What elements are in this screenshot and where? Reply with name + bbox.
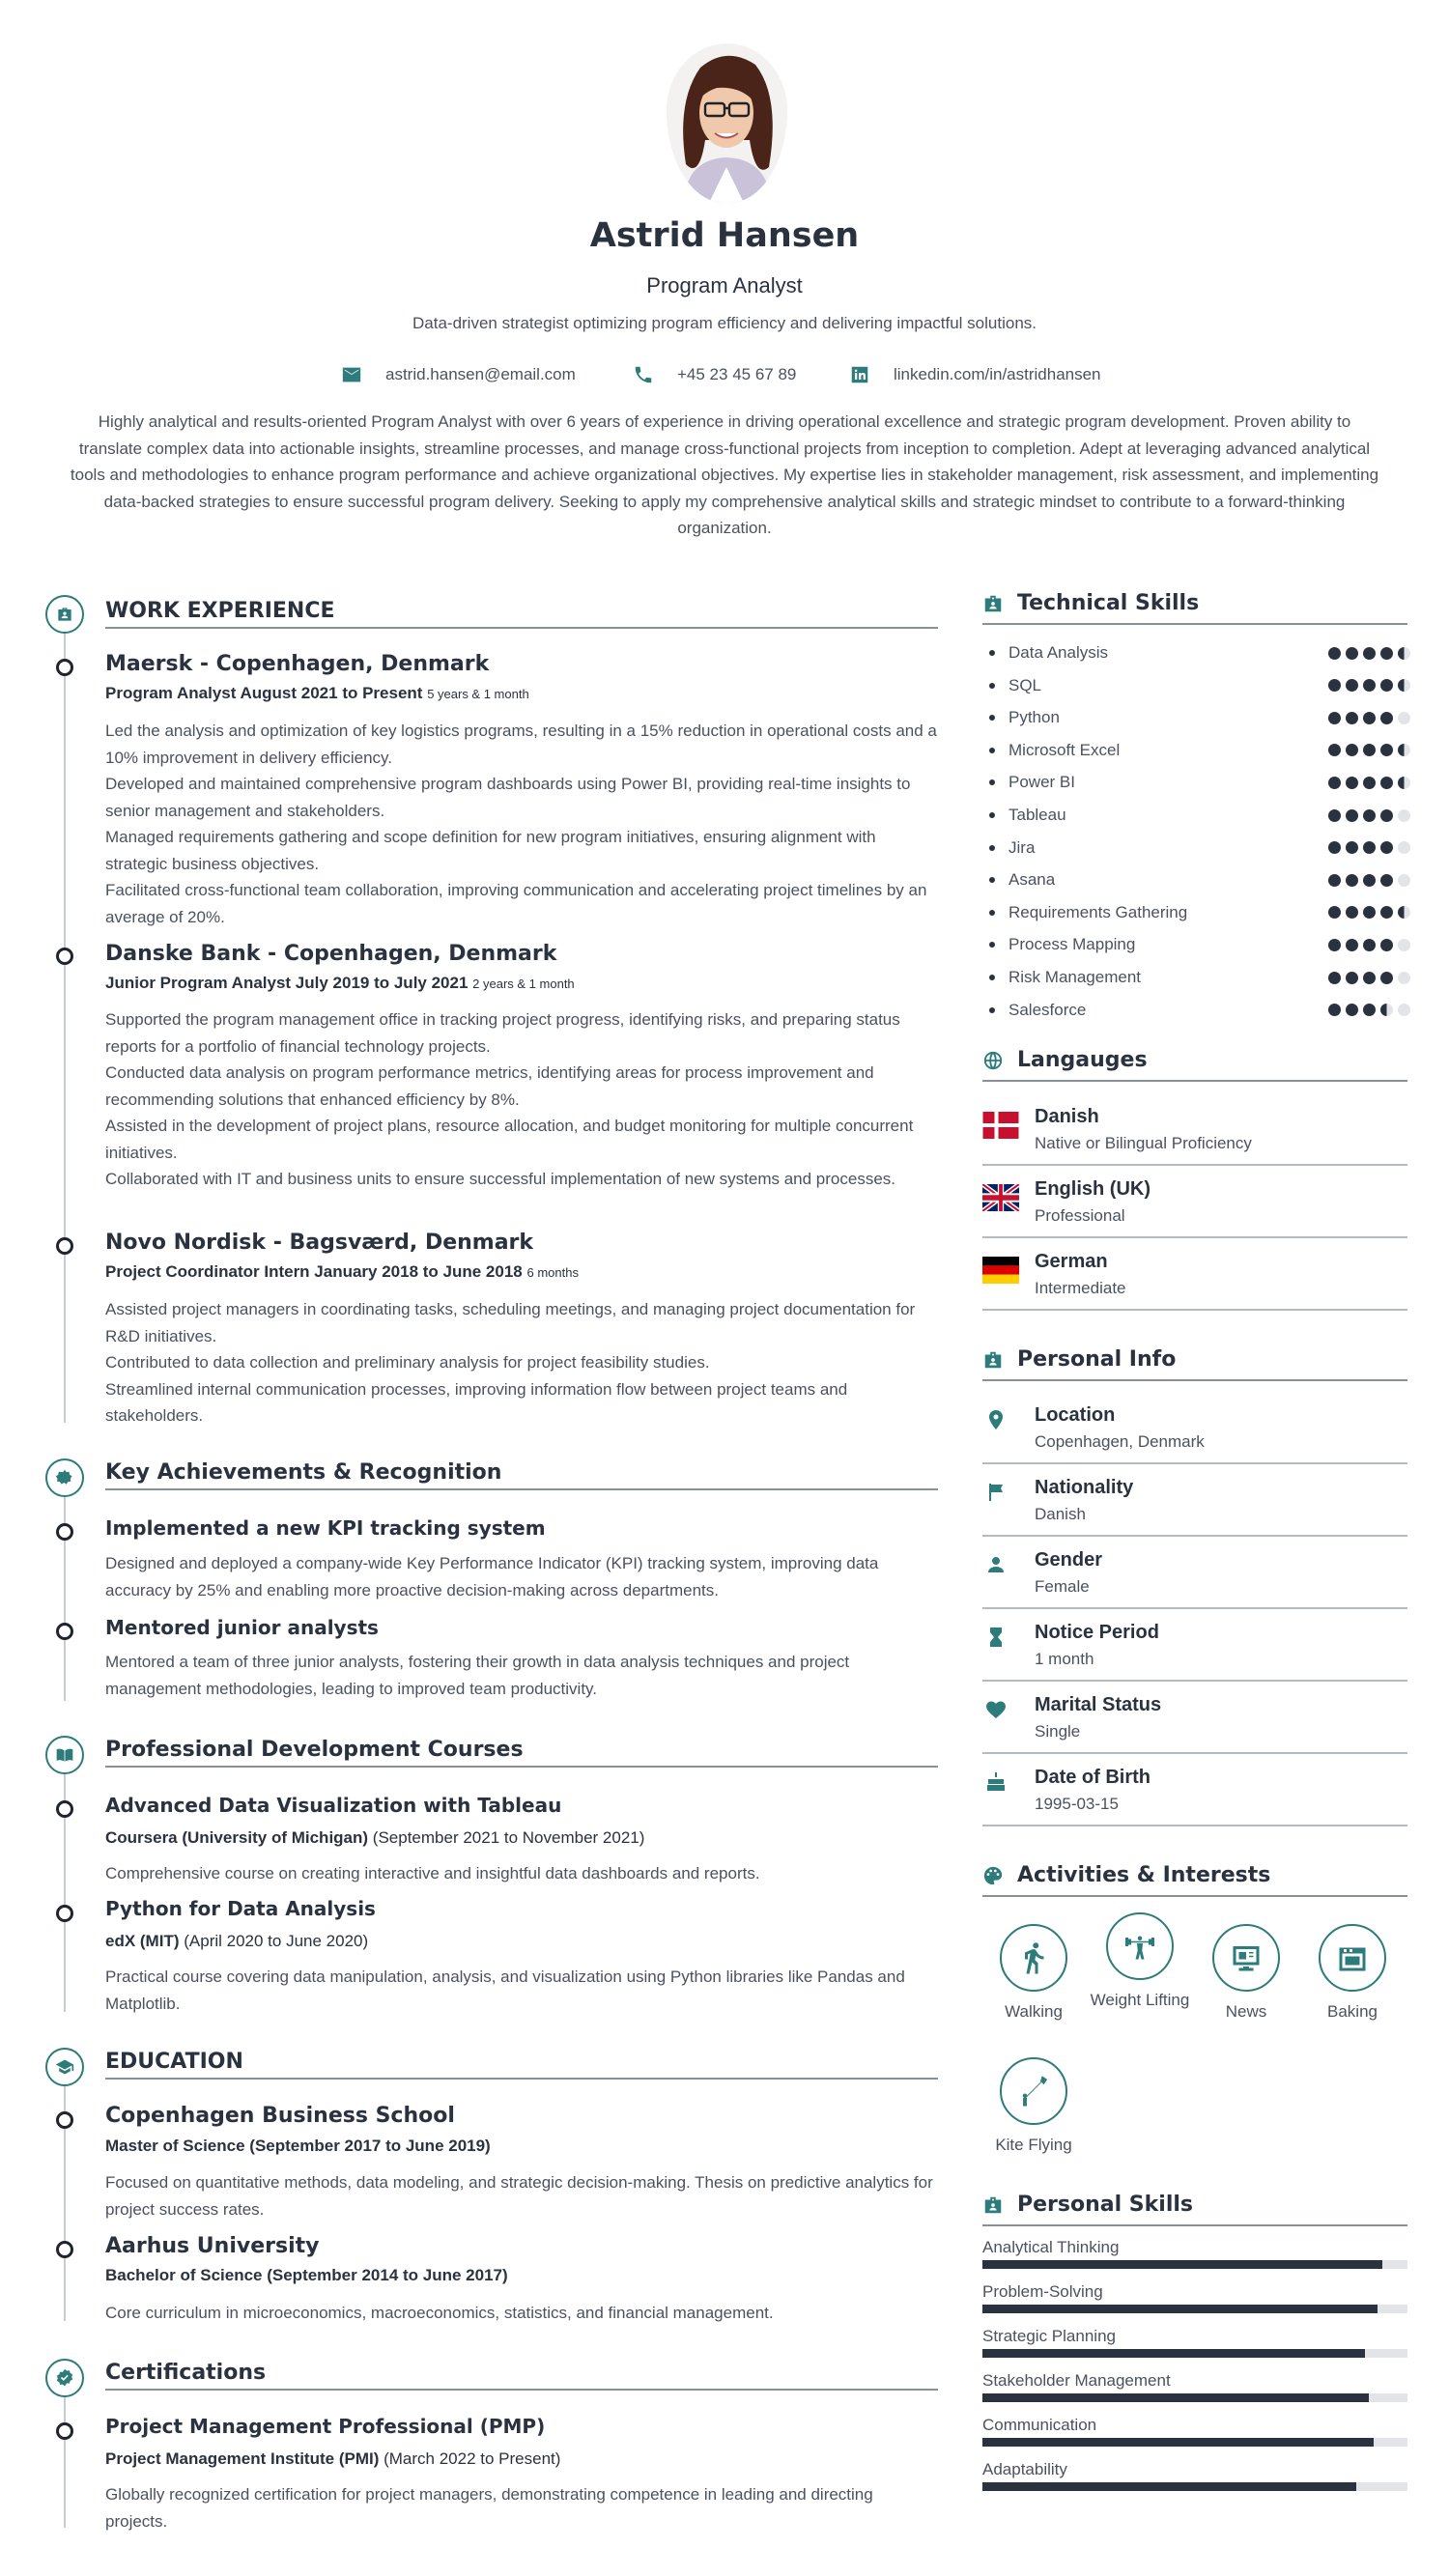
phone-icon (633, 364, 654, 385)
bullet (989, 975, 995, 980)
skill-name: Data Analysis (1009, 643, 1108, 662)
rating-dot (1363, 647, 1376, 660)
rating-dot (1346, 647, 1358, 660)
skill-level-fill (982, 2349, 1365, 2358)
course-dates: (September 2021 to November 2021) (372, 1828, 645, 1847)
skill-rating (1328, 939, 1410, 951)
skill-name: Requirements Gathering (1009, 902, 1188, 921)
technical-skill-item (989, 933, 1410, 956)
bullet (989, 812, 995, 818)
bullet (989, 910, 995, 916)
rating-dot (1328, 744, 1341, 756)
skill-level-fill (982, 2393, 1369, 2402)
id-badge-icon (982, 593, 1004, 614)
rating-dot (1380, 1004, 1393, 1016)
skill-level-track (982, 2482, 1407, 2491)
skill-name: Salesforce (1009, 1000, 1087, 1019)
job-bullet: Assisted in the development of project plans, resource allocation, and budget monitoring for multiple concurrent initiatives. (105, 1117, 914, 1162)
certifications-timeline-line (64, 2383, 66, 2528)
skill-rating (1328, 777, 1410, 789)
skill-name: Risk Management (1009, 968, 1142, 986)
rating-dot (1328, 874, 1341, 887)
language-name: German (1035, 1251, 1108, 1272)
skill-level-track (982, 2438, 1407, 2447)
rating-dot (1363, 939, 1376, 951)
rating-dot (1346, 841, 1358, 854)
rating-dot (1363, 777, 1376, 789)
course-description: Comprehensive course on creating interactive and insightful data dashboards and reports. (105, 1864, 760, 1882)
graduation-cap-icon (55, 2057, 74, 2077)
info-value: Copenhagen, Denmark (1035, 1432, 1205, 1451)
skill-rating (1328, 679, 1410, 692)
language-item (982, 1167, 1407, 1238)
school-title: Aarhus University (105, 2234, 320, 2258)
rating-dot (1398, 1004, 1410, 1016)
linkedin-contact[interactable] (849, 362, 1101, 387)
phone-contact[interactable] (633, 362, 796, 387)
phone-text[interactable]: +45 23 45 67 89 (677, 365, 797, 383)
skill-rating (1328, 647, 1410, 660)
job-role-novo-nordisk (105, 1262, 579, 1282)
rating-dot (1346, 744, 1358, 756)
bullet (989, 779, 995, 785)
job-description-danske-bank (105, 1006, 938, 1193)
personal-skill-name: Stakeholder Management (982, 2371, 1171, 2390)
rating-dot (1346, 809, 1358, 822)
globe-icon (982, 1050, 1004, 1071)
timeline-dot (56, 1800, 73, 1818)
technical-skills-title (982, 591, 1407, 625)
skill-level-track (982, 2305, 1407, 2313)
rating-dot (1363, 712, 1376, 724)
timeline-dot (56, 1523, 73, 1541)
skill-name: Jira (1009, 837, 1036, 857)
skill-name: Power BI (1009, 773, 1075, 792)
activity-label: Weight Lifting (1090, 1991, 1190, 2009)
rating-dot (1346, 874, 1358, 887)
germany-flag-icon (982, 1257, 1019, 1284)
skill-name: Asana (1009, 870, 1056, 890)
technical-skill-item (989, 804, 1410, 827)
languages-title (982, 1048, 1407, 1082)
activity-baking (1299, 1924, 1406, 2023)
skill-rating (1328, 809, 1410, 822)
job-bullet: Streamlined internal communication processes, improving information flow between project teams and stakeholders. (105, 1379, 848, 1425)
technical-skill-item (989, 999, 1410, 1022)
rating-dot (1398, 841, 1410, 854)
profile-photo (667, 43, 787, 203)
course-dates: (April 2020 to June 2020) (184, 1932, 369, 1950)
linkedin-icon (849, 364, 870, 385)
contact-card-icon (982, 1349, 1004, 1371)
degree-text: Master of Science (September 2017 to June 2019) (105, 2137, 491, 2155)
job-title-novo-nordisk: Novo Nordisk - Bagsværd, Denmark (105, 1231, 534, 1255)
open-book-icon (55, 1745, 74, 1765)
personal-skills-label: Personal Skills (1017, 2193, 1194, 2217)
activity-kite-flying (980, 2057, 1087, 2156)
job-duration: 2 years & 1 month (472, 977, 575, 991)
job-bullet: Developed and maintained comprehensive program dashboards using Power BI, providing real-time insights to senior management and stakeholders. (105, 775, 911, 820)
courses-section-icon (45, 1736, 84, 1774)
rating-dot (1380, 939, 1393, 951)
rating-dot (1380, 874, 1393, 887)
skill-name: Process Mapping (1009, 935, 1136, 954)
bullet (989, 715, 995, 721)
verified-badge-icon (55, 2368, 74, 2388)
rating-dot (1363, 841, 1376, 854)
certification-title: Project Management Professional (PMP) (105, 2415, 546, 2438)
rating-dot (1363, 744, 1376, 756)
achievements-section-title: Key Achievements & Recognition (105, 1460, 938, 1490)
rating-dot (1380, 777, 1393, 789)
hourglass-icon (984, 1626, 1008, 1649)
briefcase-icon (55, 605, 74, 624)
course-title: Advanced Data Visualization with Tableau (105, 1794, 562, 1817)
timeline-dot (56, 2241, 73, 2258)
activities-title (982, 1863, 1407, 1897)
activity-label: Baking (1327, 2002, 1378, 2021)
personal-skill-name: Analytical Thinking (982, 2238, 1120, 2256)
skill-rating (1328, 712, 1410, 724)
personal-skill-item (982, 2237, 1407, 2269)
info-value: Danish (1035, 1505, 1086, 1523)
language-item (982, 1239, 1407, 1311)
skill-level-fill (982, 2482, 1356, 2491)
rating-dot (1398, 679, 1410, 692)
personal-skill-item (982, 2281, 1407, 2313)
rating-dot (1328, 809, 1341, 822)
linkedin-text[interactable]: linkedin.com/in/astridhansen (894, 365, 1101, 383)
technical-skill-item (989, 641, 1410, 665)
skill-level-track (982, 2393, 1407, 2402)
language-level: Native or Bilingual Proficiency (1035, 1134, 1252, 1152)
rating-dot (1398, 647, 1410, 660)
personal-info-item (982, 1538, 1407, 1609)
rating-dot (1346, 777, 1358, 789)
skill-name: SQL (1009, 675, 1042, 694)
job-description-novo-nordisk (105, 1296, 938, 1430)
certification-issuer-line (105, 2449, 560, 2469)
degree-text: Bachelor of Science (September 2014 to June 2017) (105, 2266, 508, 2284)
bullet (989, 1007, 995, 1013)
rating-dot (1328, 972, 1341, 984)
activity-weight-lifting (1087, 1912, 1193, 2011)
skill-rating (1328, 1004, 1410, 1016)
job-role-text: Project Coordinator Intern January 2018 to June 2018 (105, 1262, 523, 1281)
bullet (989, 683, 995, 689)
skill-rating (1328, 744, 1410, 756)
rating-dot (1398, 777, 1410, 789)
rating-dot (1380, 679, 1393, 692)
denmark-flag-icon (982, 1112, 1019, 1139)
certification-description: Globally recognized certification for project managers, demonstrating competence in leading and directing projects. (105, 2485, 873, 2531)
activity-label: News (1225, 2002, 1267, 2021)
job-duration: 5 years & 1 month (427, 687, 529, 701)
rating-dot (1380, 647, 1393, 660)
personal-skill-item (982, 2459, 1407, 2491)
weight-lifting-icon (1122, 1929, 1157, 1964)
personal-skill-item (982, 2415, 1407, 2447)
job-title-danske-bank: Danske Bank - Copenhagen, Denmark (105, 942, 557, 966)
language-level: Intermediate (1035, 1279, 1126, 1297)
skill-name: Tableau (1009, 806, 1066, 824)
school-title: Copenhagen Business School (105, 2104, 455, 2128)
work-section-title: WORK EXPERIENCE (105, 599, 938, 629)
skill-name: Python (1009, 708, 1060, 727)
info-value: Female (1035, 1577, 1090, 1596)
course-provider: Coursera (University of Michigan) (105, 1828, 369, 1847)
professional-summary: Highly analytical and results-oriented Program Analyst with over 6 years of experience in driving operational excellence and strategic program development. Proven ability to translate complex data into actionable insights, streamline processes, and manage cross-functional projects from inception to completion. Adept at leveraging advanced analytical tools and methodologies to enhance program performance and achieve organizational objectives. My expertise lies in stakeholder management, risk assessment, and implementing data-backed strategies to ensure successful program delivery. Seeking to apply my comprehensive analytical skills and strategic mindset to contribute to a forward-thinking organization. (70, 412, 1379, 537)
rating-dot (1328, 679, 1341, 692)
email-text[interactable]: astrid.hansen@email.com (385, 365, 576, 383)
info-value: 1995-03-15 (1035, 1795, 1119, 1813)
personal-info-item (982, 1465, 1407, 1537)
rating-dot (1380, 744, 1393, 756)
person-icon (984, 1553, 1008, 1576)
united-kingdom-flag-icon (982, 1184, 1019, 1211)
certification-issuer: Project Management Institute (PMI) (105, 2449, 380, 2468)
achievement-title: Mentored junior analysts (105, 1616, 379, 1639)
personal-skill-name: Adaptability (982, 2460, 1067, 2478)
timeline-dot (56, 1905, 73, 1922)
personal-info-label: Personal Info (1017, 1347, 1177, 1372)
rating-dot (1328, 939, 1341, 951)
skill-rating (1328, 841, 1410, 854)
timeline-dot (56, 2422, 73, 2440)
skill-level-track (982, 2260, 1407, 2269)
rating-dot (1346, 1004, 1358, 1016)
candidate-name: Astrid Hansen (589, 216, 860, 255)
language-item (982, 1094, 1407, 1166)
activity-news (1193, 1924, 1299, 2023)
bullet (989, 877, 995, 883)
info-label: Nationality (1035, 1477, 1134, 1498)
rating-dot (1328, 777, 1341, 789)
tagline: Data-driven strategist optimizing program efficiency and delivering impactful solutions. (412, 314, 1037, 332)
star-badge-icon (55, 1468, 74, 1487)
rating-dot (1363, 679, 1376, 692)
technical-skills-label: Technical Skills (1017, 591, 1200, 615)
work-section-icon (45, 595, 84, 634)
baking-icon (1335, 1940, 1370, 1975)
achievements-timeline-line (64, 1484, 66, 1701)
job-bullet: Managed requirements gathering and scope definition for new program initiatives, ensuring alignment with strategic business objectives. (105, 828, 876, 873)
rating-dot (1380, 712, 1393, 724)
skill-rating (1328, 906, 1410, 919)
job-title: Program Analyst (646, 273, 803, 297)
info-label: Date of Birth (1035, 1767, 1151, 1788)
personal-skill-name: Problem-Solving (982, 2282, 1103, 2301)
personal-info-item (982, 1683, 1407, 1754)
job-bullet: Facilitated cross-functional team collaboration, improving communication and accelerating project timelines by an average of 20%. (105, 881, 927, 926)
job-bullet: Led the analysis and optimization of key logistics programs, resulting in a 15% reduction in operational costs and a 10% improvement in delivery efficiency. (105, 722, 937, 767)
rating-dot (1328, 1004, 1341, 1016)
course-provider: edX (MIT) (105, 1932, 180, 1950)
rating-dot (1346, 712, 1358, 724)
skill-level-fill (982, 2305, 1378, 2313)
achievement-description: Designed and deployed a company-wide Key Performance Indicator (KPI) tracking system, improving data accuracy by 25% and enabling more proactive decision-making across departments. (105, 1554, 879, 1599)
activity-label: Kite Flying (995, 2136, 1072, 2154)
personal-skill-item (982, 2326, 1407, 2358)
bullet (989, 942, 995, 948)
timeline-dot (56, 2111, 73, 2129)
language-name: Danish (1035, 1106, 1099, 1127)
info-label: Notice Period (1035, 1622, 1159, 1643)
job-bullet: Collaborated with IT and business units to ensure successful implementation of new systems and processes. (105, 1170, 895, 1188)
education-section-title: EDUCATION (105, 2050, 938, 2080)
job-role-danske-bank (105, 974, 575, 993)
job-role-text: Program Analyst August 2021 to Present (105, 684, 423, 702)
languages-label: Langauges (1017, 1048, 1148, 1072)
rating-dot (1398, 744, 1410, 756)
achievement-title: Implemented a new KPI tracking system (105, 1516, 546, 1540)
info-value: Single (1035, 1722, 1081, 1741)
walking-icon (1016, 1940, 1051, 1975)
personal-info-title (982, 1347, 1407, 1381)
bullet (989, 845, 995, 851)
course-provider-line (105, 1932, 368, 1951)
rating-dot (1328, 906, 1341, 919)
activities-label: Activities & Interests (1017, 1863, 1271, 1887)
job-duration: 6 months (526, 1265, 579, 1280)
job-bullet: Assisted project managers in coordinating tasks, scheduling meetings, and managing project documentation for R&D initiatives. (105, 1300, 916, 1345)
certifications-section-icon (45, 2359, 84, 2397)
rating-dot (1363, 874, 1376, 887)
technical-skill-item (989, 868, 1410, 892)
rating-dot (1328, 647, 1341, 660)
personal-info-item (982, 1755, 1407, 1826)
rating-dot (1398, 712, 1410, 724)
work-timeline-line (64, 614, 66, 1423)
location-pin-icon (984, 1408, 1008, 1431)
rating-dot (1398, 874, 1410, 887)
technical-skill-item (989, 771, 1410, 794)
rating-dot (1398, 906, 1410, 919)
course-title: Python for Data Analysis (105, 1897, 376, 1920)
news-icon (1229, 1940, 1264, 1975)
bullet (989, 748, 995, 753)
rating-dot (1363, 972, 1376, 984)
personal-skills-title (982, 2193, 1407, 2226)
email-icon (341, 364, 362, 385)
job-title-maersk: Maersk - Copenhagen, Denmark (105, 652, 490, 676)
education-description: Focused on quantitative methods, data modeling, and strategic decision-making. Thesis on predictive analytics for project success rates. (105, 2173, 933, 2219)
rating-dot (1380, 972, 1393, 984)
skill-level-fill (982, 2438, 1374, 2447)
rating-dot (1398, 972, 1410, 984)
rating-dot (1346, 939, 1358, 951)
technical-skill-item (989, 739, 1410, 762)
bullet (989, 650, 995, 656)
skill-rating (1328, 972, 1410, 984)
rating-dot (1363, 906, 1376, 919)
rating-dot (1380, 809, 1393, 822)
rating-dot (1346, 679, 1358, 692)
personal-skill-name: Strategic Planning (982, 2327, 1116, 2345)
skill-rating (1328, 874, 1410, 887)
flag-icon (984, 1481, 1008, 1504)
info-label: Gender (1035, 1549, 1103, 1571)
rating-dot (1398, 939, 1410, 951)
timeline-dot (56, 948, 73, 965)
skill-level-fill (982, 2260, 1382, 2269)
technical-skill-item (989, 674, 1410, 697)
job-description-maersk (105, 718, 938, 930)
technical-skill-item (989, 706, 1410, 729)
rating-dot (1328, 841, 1341, 854)
timeline-dot (56, 1237, 73, 1255)
heart-icon (984, 1698, 1008, 1721)
rating-dot (1346, 972, 1358, 984)
rating-dot (1380, 841, 1393, 854)
job-role-maersk (105, 684, 529, 703)
personal-info-item (982, 1610, 1407, 1682)
rating-dot (1346, 906, 1358, 919)
certification-dates: (March 2022 to Present) (384, 2449, 561, 2468)
personal-skill-name: Communication (982, 2416, 1097, 2434)
rating-dot (1380, 906, 1393, 919)
rating-dot (1363, 809, 1376, 822)
rating-dot (1328, 712, 1341, 724)
activity-label: Walking (1005, 2002, 1063, 2021)
cake-icon (984, 1770, 1008, 1794)
kite-flying-icon (1016, 2074, 1051, 2109)
info-label: Location (1035, 1404, 1116, 1426)
timeline-dot (56, 659, 73, 676)
job-bullet: Supported the program management office in tracking project progress, identifying risks, and preparing status reports for a portfolio of financial technology projects. (105, 1010, 900, 1056)
rating-dot (1363, 1004, 1376, 1016)
language-name: English (UK) (1035, 1178, 1151, 1200)
education-section-icon (45, 2048, 84, 2086)
personal-skill-item (982, 2370, 1407, 2402)
timeline-dot (56, 1623, 73, 1640)
job-role-text: Junior Program Analyst July 2019 to July 2021 (105, 974, 469, 992)
achievement-description: Mentored a team of three junior analysts, fostering their growth in data analysis techniques and project management methodologies, leading to improved team productivity. (105, 1653, 850, 1698)
rating-dot (1398, 809, 1410, 822)
achievements-section-icon (45, 1458, 84, 1497)
personal-info-item (982, 1393, 1407, 1464)
technical-skill-item (989, 901, 1410, 924)
courses-section-title: Professional Development Courses (105, 1738, 938, 1768)
palette-icon (982, 1865, 1004, 1886)
email-contact[interactable] (341, 362, 576, 387)
language-level: Professional (1035, 1206, 1125, 1225)
skill-level-track (982, 2349, 1407, 2358)
job-bullet: Contributed to data collection and preliminary analysis for project feasibility studies. (105, 1353, 710, 1372)
education-timeline-line (64, 2072, 66, 2321)
technical-skill-item (989, 966, 1410, 989)
courses-timeline-line (64, 1761, 66, 2012)
activity-walking (980, 1924, 1087, 2023)
education-description: Core curriculum in microeconomics, macroeconomics, statistics, and financial management. (105, 2304, 774, 2322)
skill-name: Microsoft Excel (1009, 740, 1121, 759)
job-bullet: Conducted data analysis on program performance metrics, identifying areas for process improvement and recommending solutions that enhanced efficiency by 8%. (105, 1063, 874, 1109)
certifications-section-title: Certifications (105, 2361, 938, 2391)
technical-skill-item (989, 836, 1410, 860)
id-badge-icon (982, 2194, 1004, 2216)
course-description: Practical course covering data manipulation, analysis, and visualization using Python libraries like Pandas and Matplotlib. (105, 1967, 905, 2013)
info-label: Marital Status (1035, 1694, 1162, 1715)
course-provider-line (105, 1828, 644, 1848)
info-value: 1 month (1035, 1650, 1094, 1668)
